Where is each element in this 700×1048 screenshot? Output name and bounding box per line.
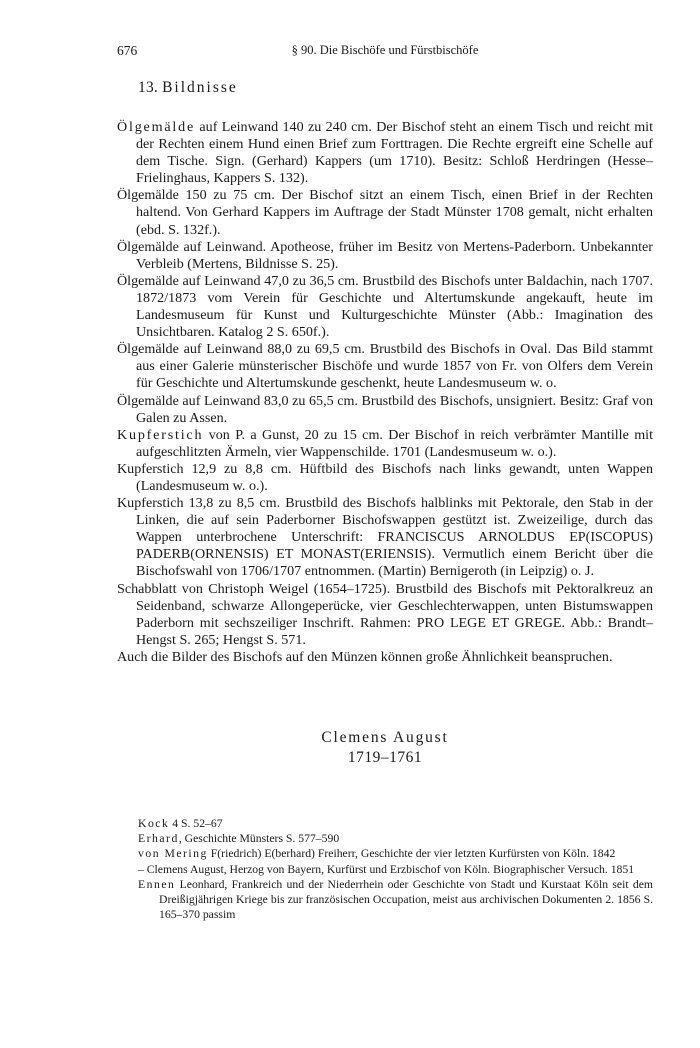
bishop-years: 1719–1761 [347, 749, 423, 766]
portrait-entry [117, 239, 653, 273]
portrait-entry [117, 393, 653, 427]
bib-author: Erhard [138, 832, 179, 846]
bib-author: Ennen [138, 877, 176, 891]
bib-text: Leonhard, Frankreich und der Niederrhein oder Geschichte von Stadt und Kurstaat Köln seit dem Dreißigjährigen Kriege bis zur französischen Occupation, meist aus archivischen Dokumenten 2. 1856 S. 165–370 passim [159, 877, 653, 922]
entry-text: Ölgemälde auf Leinwand 88,0 zu 69,5 cm. Brustbild des Bischofs in Oval. Das Bild stammt aus einer Galerie münsterischer Bischöfe und wurde 1857 von Fr. von Olfers dem Verein für Geschichte und Altertumskunde geschenkt, heute Landesmuseum w. o. [117, 341, 653, 392]
bibliography-entry [138, 877, 653, 923]
closing-sentence: Auch die Bilder des Bischofs auf den Münzen können große Ähnlichkeit beanspruchen. [117, 648, 613, 665]
entry-text: auf Leinwand 140 zu 240 cm. Der Bischof steht an einem Tisch und reicht mit der Rechten einem Hund einen Brief zum Forttragen. Die Rechte ergreift eine Schelle auf dem Tische. Sign. (Gerhard) Kappers (um 1710). Besitz: Schloß Herdringen (Hesse–Frielinghaus, Kappers S. 132). [136, 119, 653, 187]
bibliography-entry [138, 816, 653, 831]
bib-text: , Geschichte Münsters S. 577–590 [178, 832, 340, 846]
portrait-entry [117, 581, 653, 649]
bibliography-list [138, 816, 653, 922]
bib-author: – [138, 862, 144, 876]
bishop-name-heading: Clemens August [321, 729, 449, 746]
bib-text: 4 S. 52–67 [169, 817, 223, 830]
portrait-entry [117, 119, 653, 187]
portrait-list [117, 119, 653, 666]
entry-text: Ölgemälde 150 zu 75 cm. Der Bischof sitzt an einem Tisch, einen Brief in der Rechten haltend. Von Gerhard Kappers im Auftrage der Stadt Münster 1708 gemalt, nicht erhalten (ebd. S. 132f.). [117, 187, 653, 238]
bibliography-entry [138, 846, 653, 861]
bib-text: Clemens August, Herzog von Bayern, Kurfürst und Erzbischof von Köln. Biographischer Versuch. 1851 [143, 862, 635, 876]
portrait-entry [117, 495, 653, 580]
portrait-entry [117, 341, 653, 392]
entry-text: Kupferstich 13,8 zu 8,5 cm. Brustbild des Bischofs halblinks mit Pektorale, den Stab in der Linken, die auf sein Paderborner Bischofswappen gestützt ist. Zweizeilige, durch das Wappen unterbrochene Unterschrift: FRANCISCUS ARNOLDUS EP(ISCOPUS) PADERB(ORNENSIS) ET MONAST(ERIENSIS). Vermutlich einem Bericht über die Bischofswahl von 1706/1707 entnommen. (Martin) Bernigeroth (in Leipzig) o. J. [117, 495, 653, 580]
entry-text: Schabblatt von Christoph Weigel (1654–1725). Brustbild des Bischofs mit Pektoralkreuz an Seidenband, schwarze Allongeperücke, vier Geschlechterwappen, unten Bistumswappen Paderborn mit sechszeiliger Inschrift. Rahmen: PRO LEGE ET GREGE. Abb.: Brandt–Hengst S. 265; Hengst S. 571. [117, 580, 653, 648]
bibliography-entry [138, 831, 653, 846]
entry-text: von P. a Gunst, 20 zu 15 cm. Der Bischof in reich verbrämter Mantille mit aufgeschlitzten Ärmeln, vier Wappenschilde. 1701 (Landesmuseum w. o.). [136, 426, 653, 460]
entry-text: Ölgemälde auf Leinwand 47,0 zu 36,5 cm. Brustbild des Bischofs unter Baldachin, nach 1707. 1872/1873 vom Verein für Geschichte und Altertumskunde angekauft, heute im Landesmuseum für Kunst und Kulturgeschichte Münster (Abb.: Imagination des Unsichtbaren. Katalog 2 S. 650f.). [117, 272, 653, 341]
running-head [117, 43, 653, 63]
bib-author: Kock [138, 817, 170, 830]
entry-text: Kupferstich 12,9 zu 8,8 cm. Hüftbild des Bischofs nach links gewandt, unten Wappen (Landesmuseum w. o.). [117, 460, 653, 494]
portrait-entry [117, 273, 653, 341]
section-heading [138, 79, 238, 97]
bibliography-entry [138, 862, 653, 877]
portrait-entry [117, 427, 653, 461]
page-number: 676 [117, 43, 138, 58]
section-title: Bildnisse [162, 79, 238, 96]
section-number: 13. [138, 79, 158, 96]
running-title: § 90. Die Bischöfe und Fürstbischöfe [291, 43, 479, 57]
entry-lead: Kupferstich [117, 426, 204, 443]
portrait-entry [117, 461, 653, 495]
bib-text: F(riedrich) E(berhard) Freiherr, Geschichte der vier letzten Kurfürsten von Köln. 1842 [207, 847, 616, 861]
bib-author: von Mering [138, 847, 208, 861]
entry-text: Ölgemälde auf Leinwand 83,0 zu 65,5 cm. Brustbild des Bischofs, unsigniert. Besitz: Graf von Galen zu Assen. [117, 392, 653, 426]
portrait-entry [117, 187, 653, 238]
entry-text: Ölgemälde auf Leinwand. Apotheose, früher im Besitz von Mertens-Paderborn. Unbekannter Verbleib (Mertens, Bildnisse S. 25). [117, 238, 653, 272]
entry-lead: Ölgemälde [117, 119, 196, 135]
